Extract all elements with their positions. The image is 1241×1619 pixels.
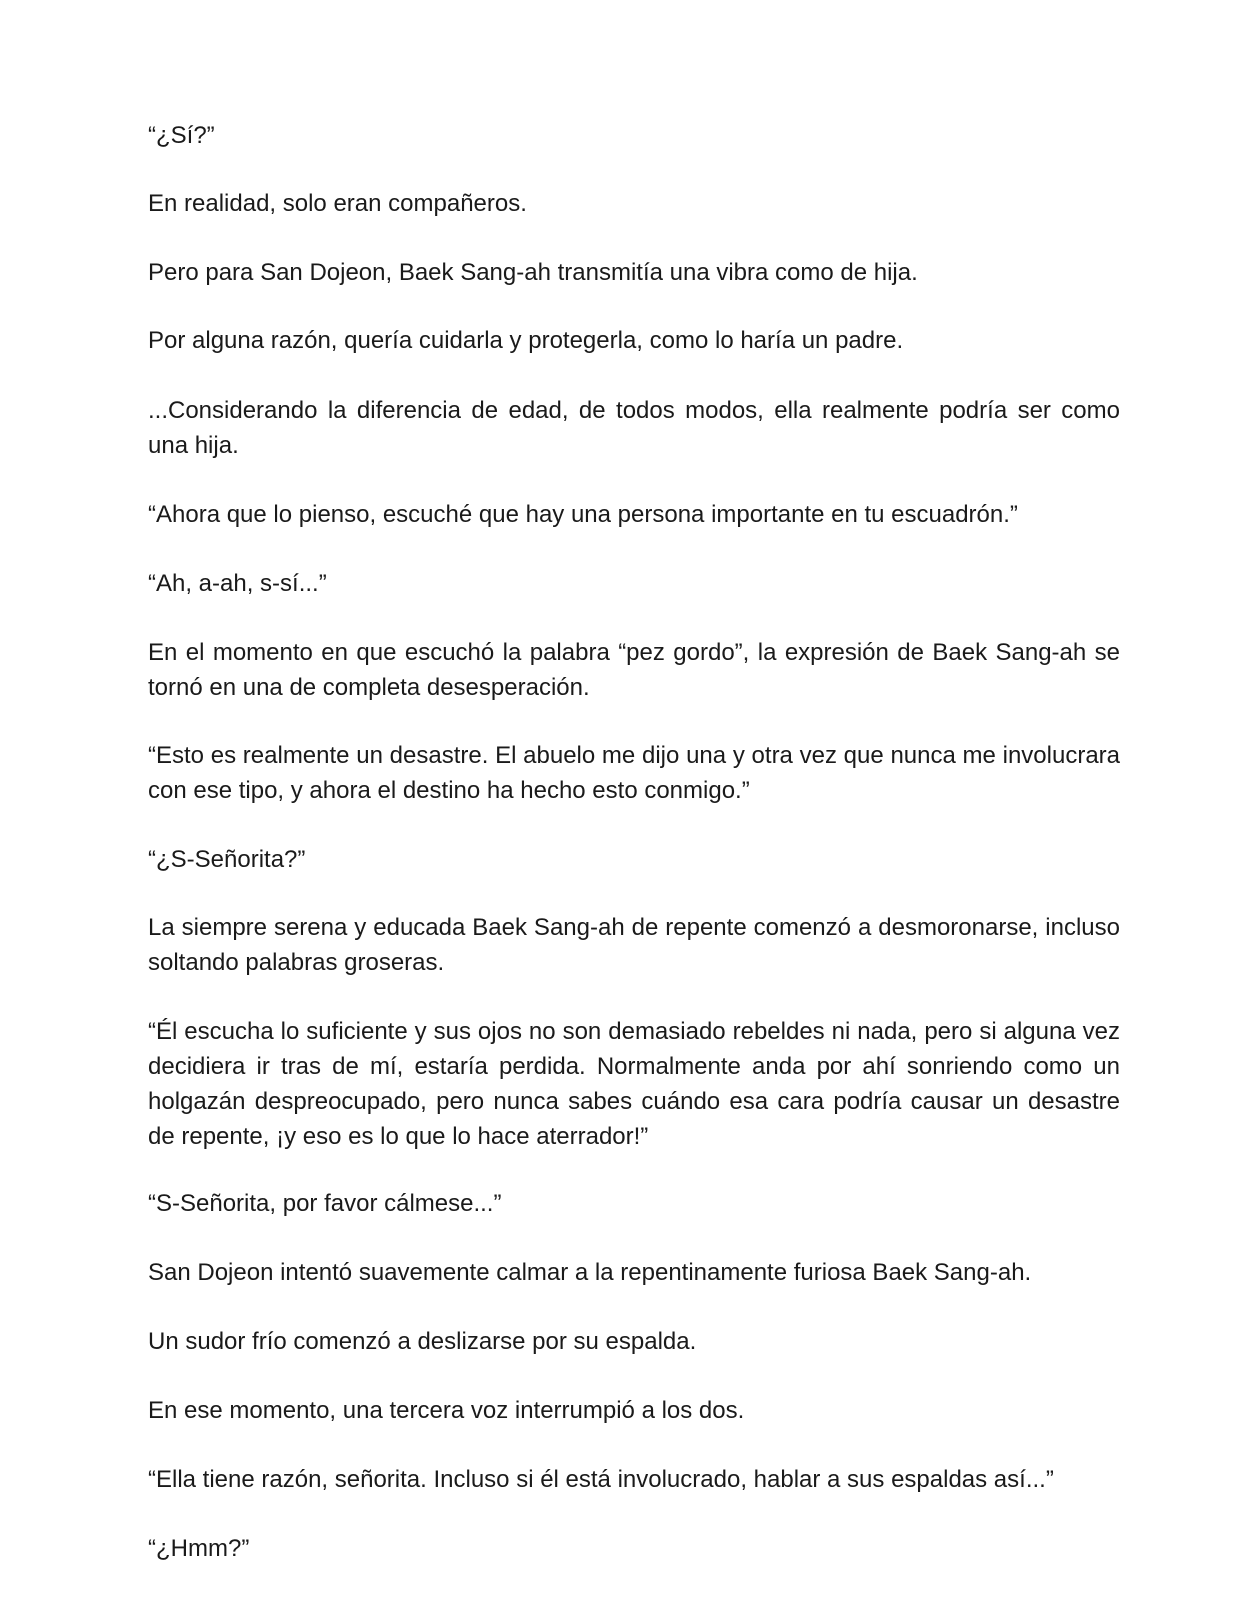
paragraph: Un sudor frío comenzó a deslizarse por su espalda. (148, 1328, 697, 1355)
paragraph: “Ahora que lo pienso, escuché que hay una persona importante en tu escuadrón.” (148, 501, 1018, 528)
paragraph: “¿Sí?” (148, 122, 215, 149)
paragraph: En realidad, solo eran compañeros. (148, 190, 527, 217)
paragraph: “Él escucha lo suficiente y sus ojos no son demasiado rebeldes ni nada, pero si alguna vez decidiera ir tras de mí, estaría perdida. Normalmente anda por ahí sonriendo como un holgazán despreocupado, pero nunca sabes cuándo esa cara podría causar un desastre de repente, ¡y eso es lo que lo hace aterrador!” (148, 1018, 1120, 1150)
paragraph: Pero para San Dojeon, Baek Sang-ah transmitía una vibra como de hija. (148, 259, 918, 286)
paragraph: En ese momento, una tercera voz interrumpió a los dos. (148, 1397, 745, 1424)
paragraph: San Dojeon intentó suavemente calmar a la repentinamente furiosa Baek Sang-ah. (148, 1259, 1032, 1286)
paragraph: En el momento en que escuchó la palabra “pez gordo”, la expresión de Baek Sang-ah se tornó en una de completa desesperación. (148, 639, 1120, 701)
paragraph: Por alguna razón, quería cuidarla y protegerla, como lo haría un padre. (148, 327, 904, 354)
paragraph: “¿Hmm?” (148, 1535, 250, 1562)
paragraph: “¿S-Señorita?” (148, 846, 306, 873)
paragraph: “S-Señorita, por favor cálmese...” (148, 1190, 502, 1217)
paragraph: La siempre serena y educada Baek Sang-ah de repente comenzó a desmoronarse, incluso soltando palabras groseras. (148, 914, 1120, 976)
paragraph: “Ella tiene razón, señorita. Incluso si él está involucrado, hablar a sus espaldas así...” (148, 1466, 1054, 1493)
paragraph: “Esto es realmente un desastre. El abuelo me dijo una y otra vez que nunca me involucrara con ese tipo, y ahora el destino ha hecho esto conmigo.” (148, 742, 1120, 804)
paragraph: ...Considerando la diferencia de edad, de todos modos, ella realmente podría ser como una hija. (148, 397, 1120, 459)
paragraph: “Ah, a-ah, s-sí...” (148, 570, 327, 597)
